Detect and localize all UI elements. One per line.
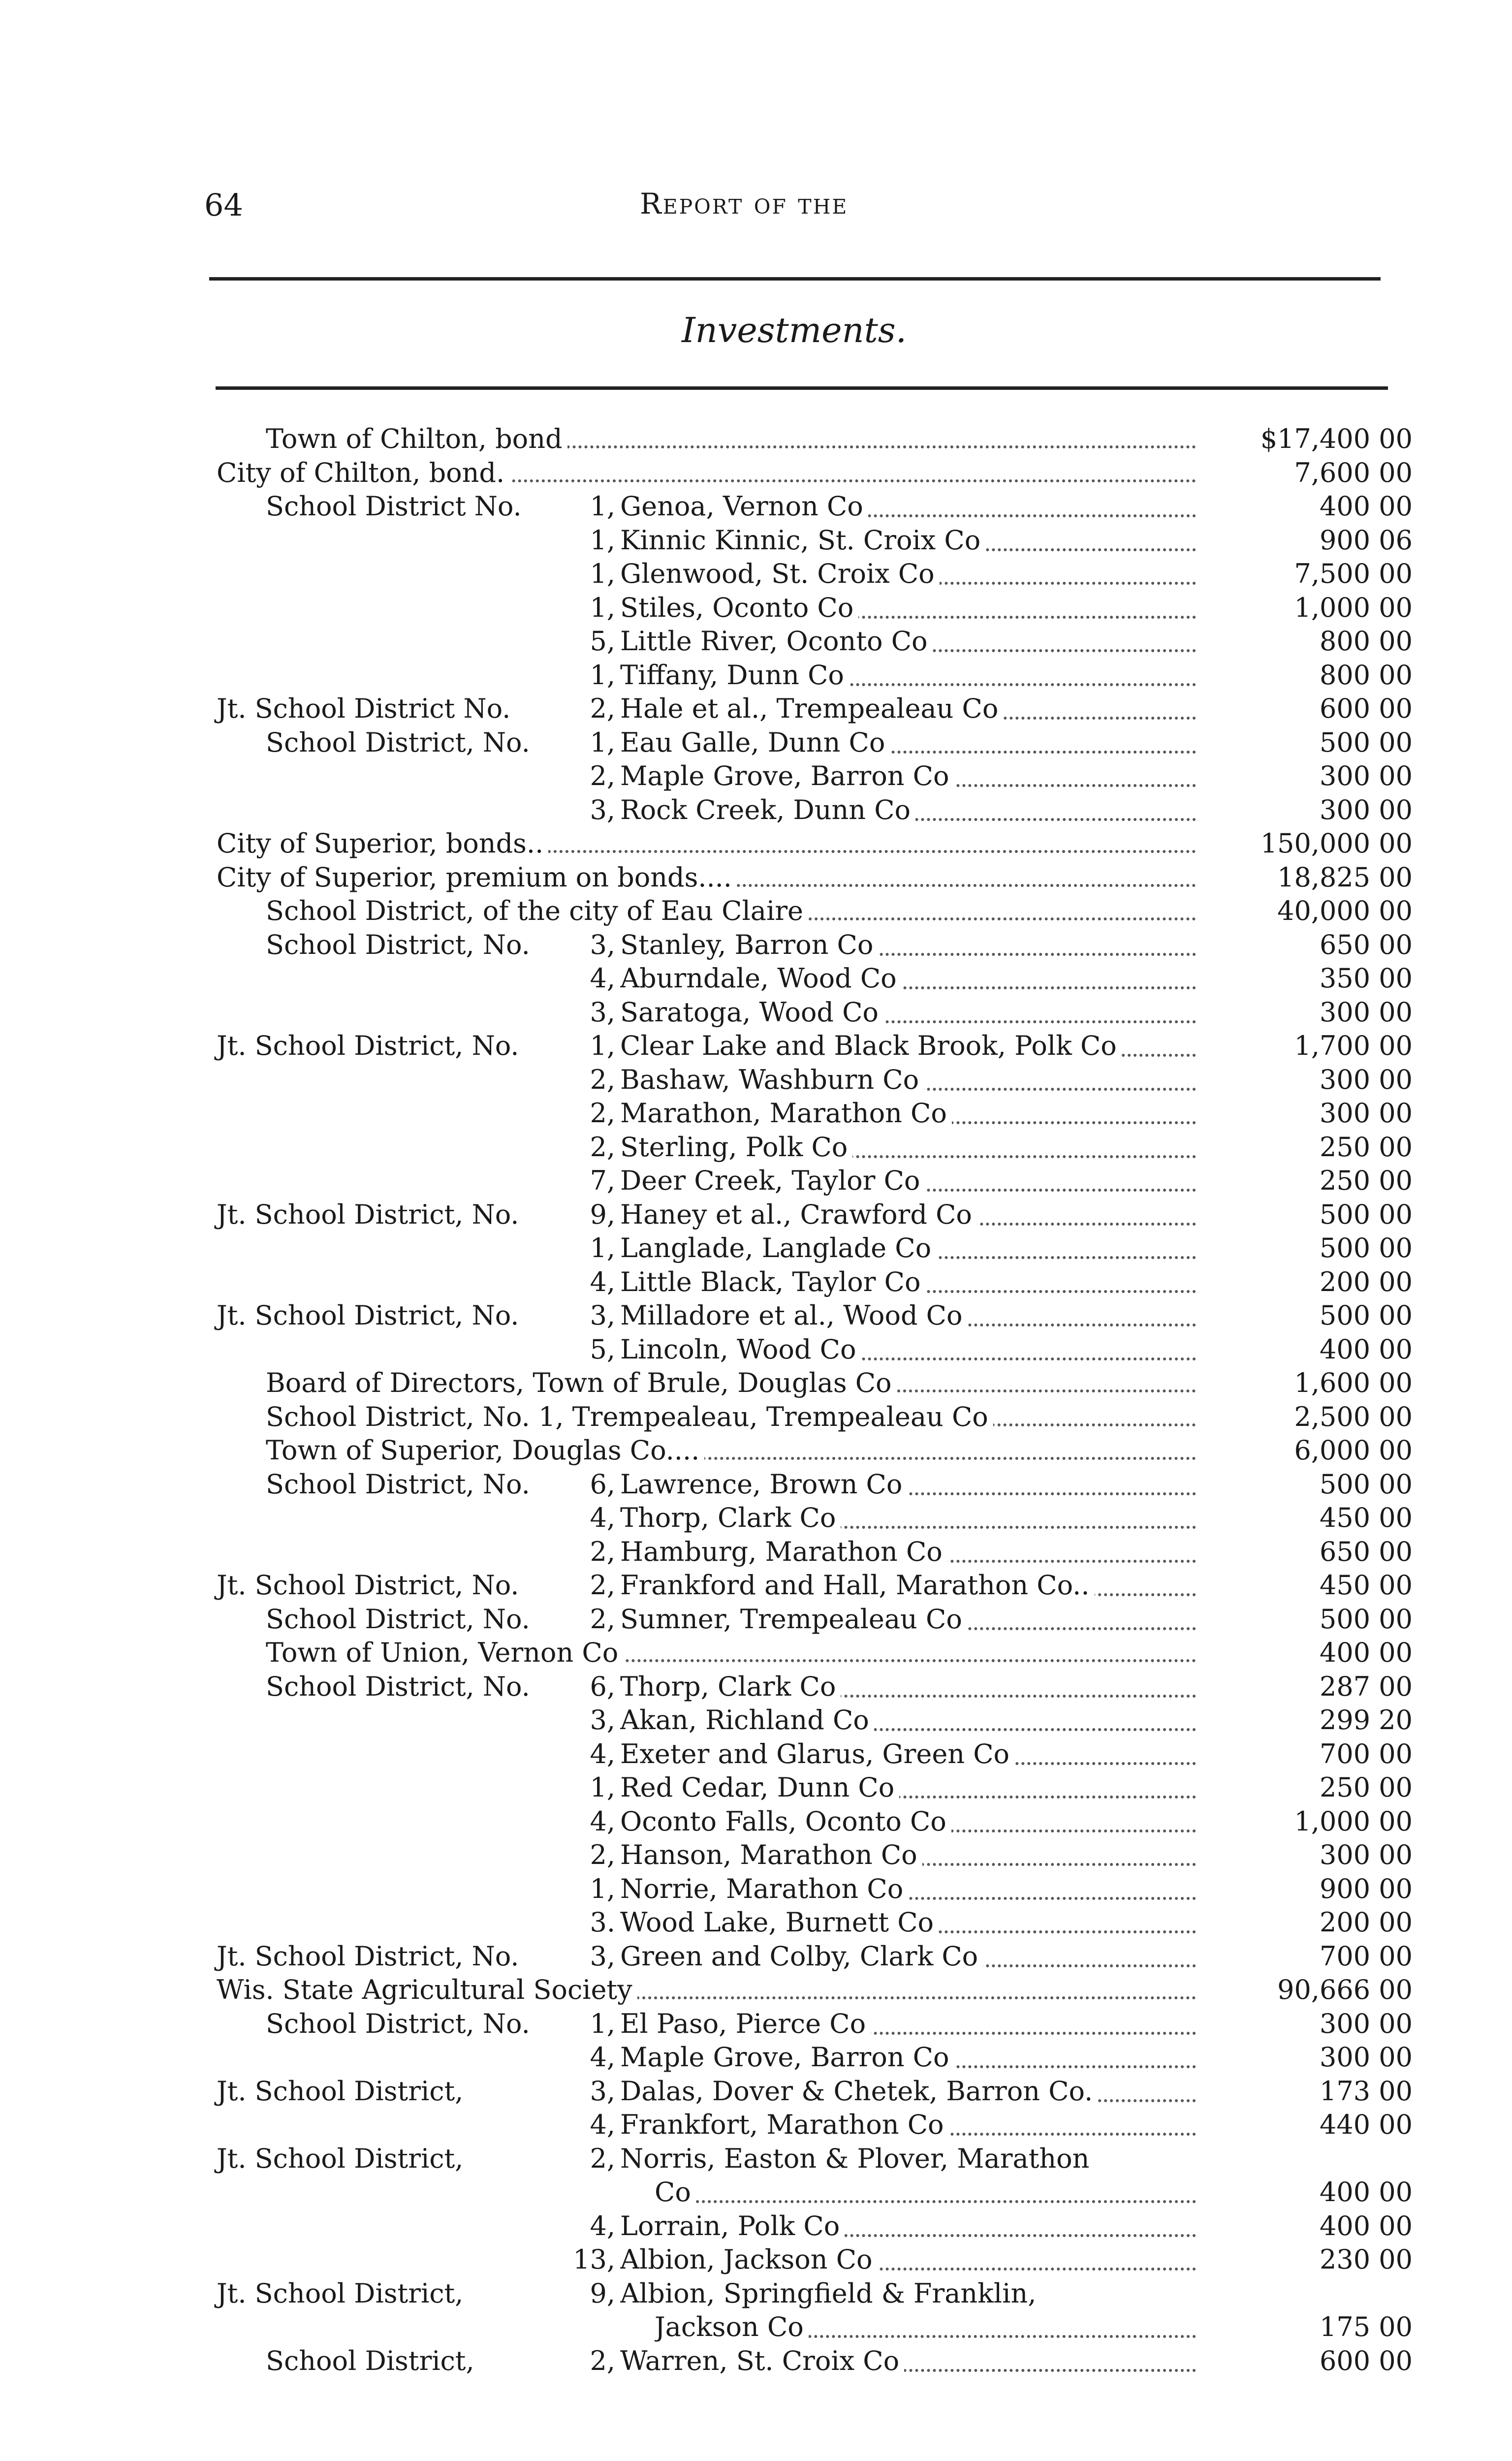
district-number: 3, [590, 794, 615, 825]
row-label: School District, [266, 2345, 474, 2376]
district-description [620, 794, 1196, 827]
district-number: 4, [590, 2210, 615, 2241]
district-description [620, 2278, 1196, 2310]
description-text: Aburndale, Wood Co [620, 963, 902, 994]
ledger-row [212, 491, 1432, 523]
district-number: 2, [590, 1064, 615, 1095]
description-text: Bashaw, Washburn Co [620, 1064, 924, 1095]
description-text: Frankfort, Marathon Co [620, 2109, 949, 2140]
row-label [217, 862, 1196, 893]
district-number: 1, [590, 1232, 615, 1263]
district-description [620, 1671, 1196, 1704]
amount: 300 00 [1320, 1064, 1413, 1095]
description-text: Frankford and Hall, Marathon Co.. [620, 1570, 1095, 1601]
amount: 299 20 [1320, 1704, 1413, 1735]
description-text: Akan, Richland Co [620, 1704, 874, 1735]
district-description [620, 1604, 1196, 1636]
ledger-row [212, 2210, 1432, 2243]
district-description [620, 1738, 1196, 1771]
description-text: Genoa, Vernon Co [620, 491, 868, 522]
description-text: El Paso, Pierce Co [620, 2008, 871, 2039]
description-text: Hanson, Marathon Co [620, 1839, 922, 1870]
description-text: Wood Lake, Burnett Co [620, 1907, 939, 1938]
district-description [620, 760, 1196, 793]
district-description [620, 592, 1196, 625]
description-text: Thorp, Clark Co [620, 1671, 841, 1702]
ledger-row [212, 1030, 1432, 1063]
district-description [655, 2311, 1196, 2344]
ledger-row [212, 1334, 1432, 1366]
amount: 450 00 [1320, 1570, 1413, 1601]
district-number: 7, [590, 1165, 615, 1196]
district-number: 3. [590, 1907, 615, 1938]
ledger-row [212, 423, 1432, 456]
district-number: 2, [590, 1839, 615, 1870]
ledger-row [212, 997, 1432, 1029]
district-description [620, 2008, 1196, 2041]
amount: 90,666 00 [1277, 1974, 1413, 2005]
district-description [620, 558, 1196, 591]
amount: 200 00 [1320, 1907, 1413, 1938]
ledger-row [212, 1401, 1432, 1434]
district-description [620, 2076, 1196, 2108]
district-description [620, 727, 1196, 759]
district-number: 2, [590, 1603, 615, 1635]
district-number: 4, [590, 2109, 615, 2140]
description-text: Milladore et al., Wood Co [620, 1300, 968, 1331]
district-number: 3, [590, 1940, 615, 1972]
amount: 1,600 00 [1294, 1367, 1413, 1398]
ledger-row [212, 693, 1432, 726]
district-description [620, 1232, 1196, 1265]
description-text: Maple Grove, Barron Co [620, 2042, 954, 2073]
district-description [620, 2210, 1196, 2243]
district-number: 2, [590, 1536, 615, 1567]
row-label [217, 457, 1196, 488]
district-number: 1, [590, 524, 615, 556]
ledger-row [212, 626, 1432, 658]
row-label-text: Town of Union, Vernon Co [266, 1637, 623, 1668]
amount: 800 00 [1320, 626, 1413, 657]
ledger-row [212, 1772, 1432, 1804]
amount: 250 00 [1320, 1772, 1413, 1803]
description-text: Marathon, Marathon Co [620, 1098, 952, 1129]
ledger-row [212, 1738, 1432, 1771]
description-text: Lorrain, Polk Co [620, 2210, 845, 2241]
running-head: Report of the [640, 187, 849, 221]
amount: 500 00 [1320, 1300, 1413, 1331]
district-description [620, 1772, 1196, 1804]
description-text: Clear Lake and Black Brook, Polk Co [620, 1030, 1122, 1061]
amount: 800 00 [1320, 659, 1413, 691]
district-number: 1, [590, 592, 615, 623]
amount: 7,500 00 [1294, 558, 1413, 589]
amount: 400 00 [1320, 491, 1413, 522]
district-number: 1, [590, 659, 615, 691]
amount: 500 00 [1320, 1468, 1413, 1500]
description-text: Kinnic Kinnic, St. Croix Co [620, 525, 985, 556]
ledger-row [212, 2042, 1432, 2074]
description-text: Lincoln, Wood Co [620, 1334, 861, 1365]
ledger-row [212, 1435, 1432, 1467]
amount: 450 00 [1320, 1502, 1413, 1533]
row-label: School District, No. [266, 726, 530, 758]
amount: 250 00 [1320, 1165, 1413, 1196]
district-number: 4, [590, 1266, 615, 1297]
row-label-text: City of Superior, bonds.. [217, 828, 548, 859]
ledger-row [212, 2076, 1432, 2108]
description-text: Tiffany, Dunn Co [620, 660, 849, 691]
bottom-rule [216, 386, 1388, 390]
row-label [266, 1435, 1196, 1466]
district-number: 9, [590, 2277, 615, 2309]
ledger-row [212, 2008, 1432, 2041]
amount: 300 00 [1320, 760, 1413, 791]
row-label-text: Town of Chilton, bond [266, 423, 567, 454]
ledger-row [212, 592, 1432, 625]
district-description [620, 963, 1196, 995]
ledger-row [212, 1536, 1432, 1569]
district-description [620, 1098, 1196, 1130]
row-label [266, 895, 1196, 926]
amount: 1,000 00 [1294, 592, 1413, 623]
district-number: 1, [590, 2008, 615, 2039]
district-description [620, 1064, 1196, 1097]
row-label-text: Wis. State Agricultural Society [217, 1974, 637, 2005]
row-label [266, 1367, 1196, 1398]
ledger-row [212, 1098, 1432, 1130]
district-description [620, 1300, 1196, 1332]
district-description [620, 491, 1196, 523]
amount: 500 00 [1320, 1232, 1413, 1263]
row-label [266, 423, 1196, 454]
district-number: 4, [590, 1738, 615, 1769]
district-number: 1, [590, 1030, 615, 1061]
district-number: 6, [590, 1671, 615, 1702]
amount: 287 00 [1320, 1671, 1413, 1702]
description-text: Sumner, Trempealeau Co [620, 1604, 967, 1635]
district-description [620, 626, 1196, 658]
district-number: 2, [590, 1098, 615, 1129]
district-number: 1, [590, 1873, 615, 1904]
ledger-row [212, 1873, 1432, 1906]
description-text: Oconto Falls, Oconto Co [620, 1806, 951, 1837]
amount: 650 00 [1320, 1536, 1413, 1567]
row-label: Jt. School District, [217, 2143, 464, 2174]
district-description [620, 1704, 1196, 1737]
row-label-text: School District, No. 1, Trempealeau, Trempealeau Co [266, 1401, 993, 1432]
amount: 700 00 [1320, 1738, 1413, 1769]
amount: 175 00 [1320, 2311, 1413, 2342]
ledger-row [212, 2109, 1432, 2142]
district-description [620, 1199, 1196, 1231]
amount: 2,500 00 [1294, 1401, 1413, 1432]
district-number: 4, [590, 963, 615, 994]
district-description [620, 660, 1196, 692]
ledger-row [212, 1806, 1432, 1838]
district-number: 3, [590, 2075, 615, 2107]
amount: 300 00 [1320, 2042, 1413, 2073]
ledger-row [212, 1266, 1432, 1299]
district-description [620, 1165, 1196, 1198]
district-description [620, 1839, 1196, 1872]
district-number: 3, [590, 996, 615, 1028]
amount: 18,825 00 [1277, 861, 1413, 893]
ledger-row [212, 2177, 1432, 2209]
description-text: Warren, St. Croix Co [620, 2345, 904, 2376]
ledger-row [212, 1570, 1432, 1602]
ledger-row [212, 963, 1432, 995]
ledger-row [212, 929, 1432, 962]
row-label: Jt. School District, No. [217, 1300, 519, 1331]
description-text: Albion, Jackson Co [620, 2244, 878, 2275]
district-number: 2, [590, 1131, 615, 1163]
district-description [655, 2177, 1196, 2209]
description-text: Rock Creek, Dunn Co [620, 794, 915, 825]
leader-dots [655, 2200, 1196, 2203]
ledger-row [212, 1839, 1432, 1872]
district-description [620, 929, 1196, 962]
ledger-row [212, 2244, 1432, 2276]
description-text: Norris, Easton & Plover, Marathon [620, 2143, 1094, 2174]
description-text: Sterling, Polk Co [620, 1132, 852, 1163]
district-description [620, 2244, 1196, 2276]
description-text: Deer Creek, Taylor Co [620, 1165, 925, 1196]
amount: 40,000 00 [1277, 895, 1413, 926]
amount: 650 00 [1320, 929, 1413, 960]
district-number: 2, [590, 693, 615, 724]
ledger-row [212, 660, 1432, 692]
description-text: Lawrence, Brown Co [620, 1469, 907, 1500]
ledger-row [212, 1637, 1432, 1670]
ledger-row [212, 1604, 1432, 1636]
row-label: School District, No. [266, 929, 530, 960]
district-number: 5, [590, 626, 615, 657]
ledger-row [212, 760, 1432, 793]
district-description [620, 1806, 1196, 1838]
district-number: 3, [590, 1704, 615, 1735]
amount: 500 00 [1320, 726, 1413, 758]
amount: 600 00 [1320, 2345, 1413, 2376]
amount: 300 00 [1320, 996, 1413, 1028]
amount: 1,700 00 [1294, 1030, 1413, 1061]
district-description [620, 1030, 1196, 1063]
ledger-row [212, 1232, 1432, 1265]
ledger-row [212, 1704, 1432, 1737]
section-title: Investments. [682, 310, 907, 350]
ledger-row [212, 1974, 1432, 2007]
row-label: School District No. [266, 491, 522, 522]
ledger-row [212, 727, 1432, 759]
amount: 400 00 [1320, 1333, 1413, 1365]
amount: 500 00 [1320, 1603, 1413, 1635]
ledger-row [212, 862, 1432, 894]
description-text: Co [655, 2177, 696, 2208]
amount: 400 00 [1320, 2177, 1413, 2208]
row-label [266, 1637, 1196, 1668]
district-description [620, 997, 1196, 1029]
amount: 700 00 [1320, 1940, 1413, 1972]
amount: 600 00 [1320, 693, 1413, 724]
amount: 1,000 00 [1294, 1805, 1413, 1837]
amount: 300 00 [1320, 2008, 1413, 2039]
ledger-row [212, 1671, 1432, 1704]
description-text: Haney et al., Crawford Co [620, 1199, 977, 1230]
amount: 440 00 [1320, 2109, 1413, 2140]
district-number: 1, [590, 558, 615, 589]
row-label: School District, No. [266, 1468, 530, 1500]
ledger-row [212, 2345, 1432, 2378]
row-label-text: School District, of the city of Eau Claire [266, 895, 808, 926]
district-description [620, 2109, 1196, 2142]
description-text: Saratoga, Wood Co [620, 997, 883, 1028]
district-description [620, 1132, 1196, 1164]
row-label: Jt. School District, No. [217, 1030, 519, 1061]
ledger-row [212, 1132, 1432, 1164]
district-number: 5, [590, 1333, 615, 1365]
district-description [620, 693, 1196, 726]
top-rule [209, 277, 1381, 281]
description-text: Eau Galle, Dunn Co [620, 727, 890, 758]
amount: 7,600 00 [1294, 457, 1413, 488]
row-label: Jt. School District, No. [217, 1940, 519, 1972]
amount: 150,000 00 [1260, 828, 1413, 859]
ledger-row [212, 1300, 1432, 1332]
ledger-row [212, 1199, 1432, 1231]
ledger-row [212, 2278, 1432, 2310]
district-description [620, 1334, 1196, 1366]
row-label [217, 1974, 1196, 2005]
district-number: 2, [590, 2143, 615, 2174]
district-number: 1, [590, 1772, 615, 1803]
row-label [217, 828, 1196, 859]
district-description [620, 2345, 1196, 2378]
district-number: 1, [590, 491, 615, 522]
district-description [620, 2042, 1196, 2074]
district-description [620, 1941, 1196, 1973]
amount: 230 00 [1320, 2244, 1413, 2275]
ledger-row [212, 1165, 1432, 1198]
amount: 900 00 [1320, 1873, 1413, 1904]
ledger-row [212, 1502, 1432, 1535]
district-number: 2, [590, 760, 615, 791]
ledger-row [212, 1064, 1432, 1097]
row-label: Jt. School District, [217, 2277, 464, 2309]
row-label: School District, No. [266, 2008, 530, 2039]
description-text: Hale et al., Trempealeau Co [620, 693, 1003, 724]
ledger-row [212, 1469, 1432, 1501]
district-number: 3, [590, 1300, 615, 1331]
amount: 250 00 [1320, 1131, 1413, 1163]
district-number: 13, [573, 2244, 615, 2275]
district-description [620, 1266, 1196, 1299]
district-number: 2, [590, 2345, 615, 2376]
district-number: 4, [590, 2042, 615, 2073]
description-text: Maple Grove, Barron Co [620, 760, 954, 791]
district-description [620, 525, 1196, 557]
amount: 300 00 [1320, 1839, 1413, 1870]
description-text: Norrie, Marathon Co [620, 1873, 908, 1904]
district-number: 9, [590, 1199, 615, 1230]
description-text: Glenwood, St. Croix Co [620, 558, 940, 589]
district-number: 3, [590, 929, 615, 960]
amount: 350 00 [1320, 963, 1413, 994]
description-text: Stiles, Oconto Co [620, 592, 858, 623]
ledger-row [212, 2143, 1432, 2176]
row-label-text: City of Superior, premium on bonds.... [217, 862, 737, 893]
amount: 400 00 [1320, 2210, 1413, 2241]
district-description [620, 1873, 1196, 1906]
description-text: Exeter and Glarus, Green Co [620, 1738, 1014, 1769]
row-label: School District, No. [266, 1671, 530, 1702]
description-text: Red Cedar, Dunn Co [620, 1772, 899, 1803]
ledger-row [212, 895, 1432, 928]
row-label-text: Town of Superior, Douglas Co.... [266, 1435, 704, 1466]
district-number: 1, [590, 726, 615, 758]
row-label: Jt. School District No. [217, 693, 511, 724]
description-text: Hamburg, Marathon Co [620, 1536, 947, 1567]
ledger-row [212, 457, 1432, 490]
district-number: 2, [590, 1570, 615, 1601]
ledger-row [212, 2311, 1432, 2344]
ledger-row [212, 794, 1432, 827]
ledger-row [212, 828, 1432, 860]
amount: $17,400 00 [1260, 423, 1413, 454]
row-label: Jt. School District, No. [217, 1570, 519, 1601]
district-number: 4, [590, 1502, 615, 1533]
amount: 300 00 [1320, 794, 1413, 825]
ledger-row [212, 1907, 1432, 1939]
district-description [620, 1570, 1196, 1602]
amount: 300 00 [1320, 1098, 1413, 1129]
district-description [620, 1469, 1196, 1501]
district-number: 6, [590, 1468, 615, 1500]
page-number: 64 [204, 187, 243, 223]
description-text: Thorp, Clark Co [620, 1502, 841, 1533]
description-text: Dalas, Dover & Chetek, Barron Co. [620, 2076, 1098, 2107]
amount: 200 00 [1320, 1266, 1413, 1297]
row-label [266, 1401, 1196, 1432]
row-label: School District, No. [266, 1603, 530, 1635]
amount: 6,000 00 [1294, 1435, 1413, 1466]
row-label: Jt. School District, No. [217, 1199, 519, 1230]
amount: 900 06 [1320, 524, 1413, 556]
ledger-row [212, 558, 1432, 591]
amount: 173 00 [1320, 2075, 1413, 2107]
ledger-row [212, 1941, 1432, 1973]
description-text: Langlade, Langlade Co [620, 1232, 936, 1263]
ledger-row [212, 525, 1432, 557]
district-description [620, 1907, 1196, 1939]
description-text: Jackson Co [655, 2311, 809, 2342]
row-label-text: Board of Directors, Town of Brule, Douglas Co [266, 1367, 897, 1398]
district-description [620, 2143, 1196, 2176]
description-text: Albion, Springfield & Franklin, [620, 2278, 1041, 2309]
district-description [620, 1502, 1196, 1535]
description-text: Little Black, Taylor Co [620, 1266, 925, 1297]
amount: 400 00 [1320, 1637, 1413, 1668]
row-label: Jt. School District, [217, 2075, 464, 2107]
description-text: Little River, Oconto Co [620, 626, 933, 657]
ledger-row [212, 1367, 1432, 1400]
row-label-text: City of Chilton, bond. [217, 457, 509, 488]
description-text: Stanley, Barron Co [620, 929, 878, 960]
district-description [620, 1536, 1196, 1569]
amount: 500 00 [1320, 1199, 1413, 1230]
description-text: Green and Colby, Clark Co [620, 1941, 983, 1972]
district-number: 4, [590, 1805, 615, 1837]
